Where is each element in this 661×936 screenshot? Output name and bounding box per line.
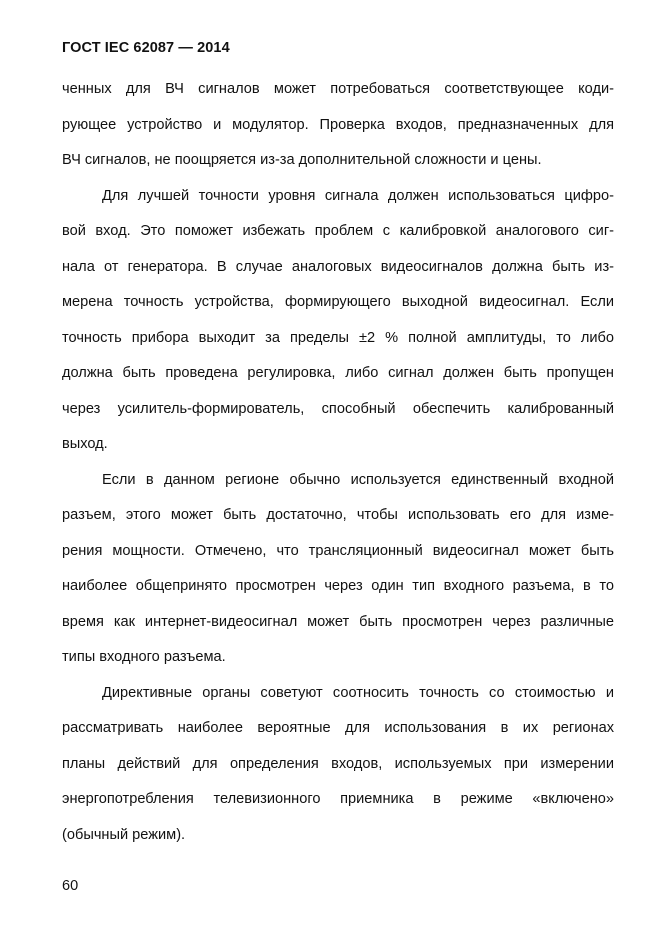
text-line: (обычный режим). xyxy=(62,826,186,843)
text-line: выход. xyxy=(62,436,108,452)
document-header: ГОСТ IEC 62087 — 2014 xyxy=(62,40,230,56)
text-line: должна быть проведена регулировка, либо сигнал должен быть пропущен xyxy=(62,365,614,381)
text-line: мерена точность устройства, формирующего выходной видеосигнал. Если xyxy=(62,294,614,310)
text-line: точность прибора выходит за пределы ±2 % полной амплитуды, то либо xyxy=(62,329,614,346)
text-line: ВЧ сигналов, не поощряется из-за дополнительной сложности и цены. xyxy=(62,152,542,168)
text-line: типы входного разъема. xyxy=(62,649,226,665)
text-line: Если в данном регионе обычно используется единственный входной xyxy=(102,471,614,488)
text-line: рения мощности. Отмечено, что трансляционный видеосигнал может быть xyxy=(62,542,614,559)
page-number: 60 xyxy=(62,878,79,894)
text-line: нала от генератора. В случае аналоговых видеосигналов должна быть из- xyxy=(62,258,614,275)
body-text xyxy=(62,72,614,853)
text-line: рассматривать наиболее вероятные для использования в их регионах xyxy=(62,720,614,736)
text-line: разъем, этого может быть достаточно, чтобы использовать его для изме- xyxy=(62,507,614,523)
text-line: Для лучшей точности уровня сигнала должен использоваться цифро- xyxy=(102,187,614,204)
text-line: через усилитель-формирователь, способный обеспечить калиброванный xyxy=(62,400,614,417)
text-line: планы действий для определения входов, используемых при измерении xyxy=(62,755,614,772)
text-line: энергопотребления телевизионного приемника в режиме «включено» xyxy=(62,791,614,807)
text-line: Директивные органы советуют соотносить точность со стоимостью и xyxy=(102,684,614,701)
text-line: вой вход. Это поможет избежать проблем с калибровкой аналогового сиг- xyxy=(62,223,614,239)
text-line: рующее устройство и модулятор. Проверка входов, предназначенных для xyxy=(62,116,614,133)
text-line: наиболее общепринято просмотрен через один тип входного разъема, в то xyxy=(62,578,614,594)
text-line: время как интернет-видеосигнал может быть просмотрен через различные xyxy=(62,613,614,630)
text-line: ченных для ВЧ сигналов может потребоваться соответствующее коди- xyxy=(62,81,614,97)
